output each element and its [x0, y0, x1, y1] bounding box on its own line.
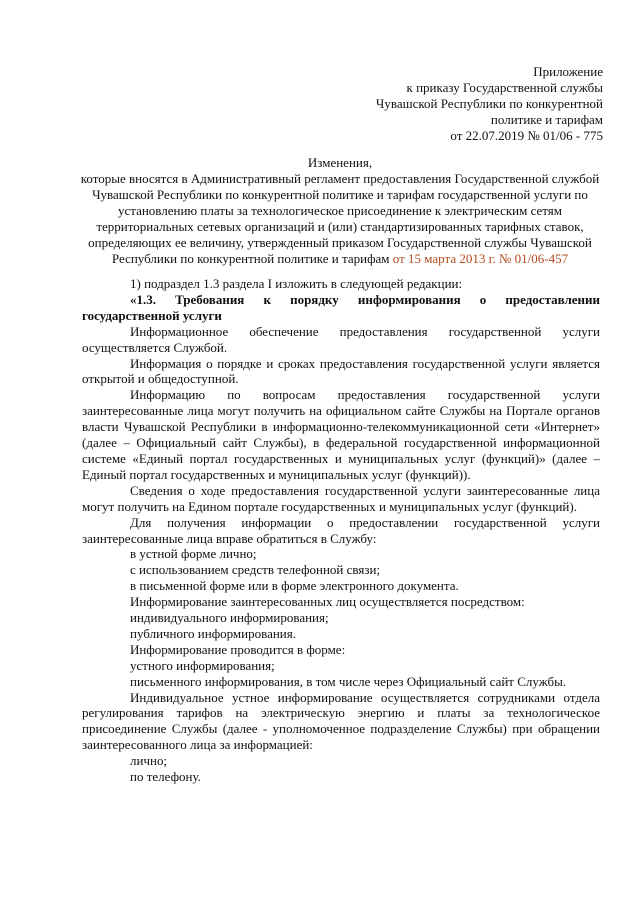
appendix-line: Чувашской Республики по конкурентной [375, 96, 603, 111]
title-date-reference: от 15 марта 2013 г. № 01/06-457 [392, 251, 569, 266]
paragraph: Для получения информации о предоставлении государственной услуги заинтересованные лица вправе обратиться в Службу: [82, 514, 600, 546]
appendix-line: политике и тарифам [490, 112, 603, 127]
document-title [72, 155, 608, 267]
list-item: в устной форме лично; [130, 546, 257, 562]
title-body: которые вносятся в Административный регламент предоставления Государственной службой Чувашской Республики по конкурентной политике и тарифам государственной услуги по установлению платы за технологическое присоединение к электрическим сетям территориальных сетевых организаций и (или) стандартизированных тарифных ставок, определяющих ее величину, утвержденный приказом Государственной службы Чувашской Республики по конкурентной политике и тарифам [80, 171, 600, 266]
paragraph: Информирование проводится в форме: [130, 641, 346, 657]
title-text [72, 171, 608, 267]
list-item: письменного информирования, в том числе через Официальный сайт Службы. [130, 673, 567, 689]
appendix-line: Приложение [533, 64, 603, 79]
paragraph: Информация о порядке и сроках предоставления государственной услуги является открытой и общедоступной. [82, 355, 600, 387]
list-item: с использованием средств телефонной связи; [130, 562, 381, 578]
list-item: индивидуального информирования; [130, 610, 329, 626]
paragraph: Сведения о ходе предоставления государственной услуги заинтересованные лица могут получить на Едином портале государственных и муниципальных услуг (функций). [82, 482, 600, 514]
appendix-header [376, 64, 603, 144]
list-item: в письменной форме или в форме электронного документа. [130, 578, 459, 594]
section-heading: «1.3. Требования к порядку информирования о предоставлении государственной услуги [82, 291, 600, 323]
list-item: лично; [130, 753, 168, 769]
list-item: публичного информирования. [130, 625, 296, 641]
appendix-line: от 22.07.2019 № 01/06 - 775 [450, 128, 603, 143]
document-body [82, 276, 600, 785]
title-heading: Изменения, [307, 155, 373, 170]
paragraph: 1) подраздел 1.3 раздела I изложить в следующей редакции: [130, 276, 463, 291]
list-item: по телефону. [130, 769, 201, 785]
paragraph: Информирование заинтересованных лиц осуществляется посредством: [130, 594, 525, 610]
paragraph: Информацию по вопросам предоставления государственной услуги заинтересованные лица могут получить на официальном сайте Службы на Портале органов власти Чувашской Республики в информационно-телекоммуникационной сети «Интернет» (далее – Официальный сайт Службы), в федеральной государственной информационной системе «Единый портал государственных и муниципальных услуг (функций)» (далее – Единый портал государственных и муниципальных услуг (функций)). [82, 387, 600, 482]
paragraph: Индивидуальное устное информирование осуществляется сотрудниками отдела регулирования тарифов на электрическую энергию и платы за технологическое присоединение Службы (далее - уполномоченное подразделение Службы) при обращении заинтересованного лица за информацией: [82, 689, 600, 753]
paragraph: Информационное обеспечение предоставления государственной услуги осуществляется Службой. [82, 323, 600, 355]
list-item: устного информирования; [130, 657, 275, 673]
appendix-line: к приказу Государственной службы [406, 80, 603, 95]
